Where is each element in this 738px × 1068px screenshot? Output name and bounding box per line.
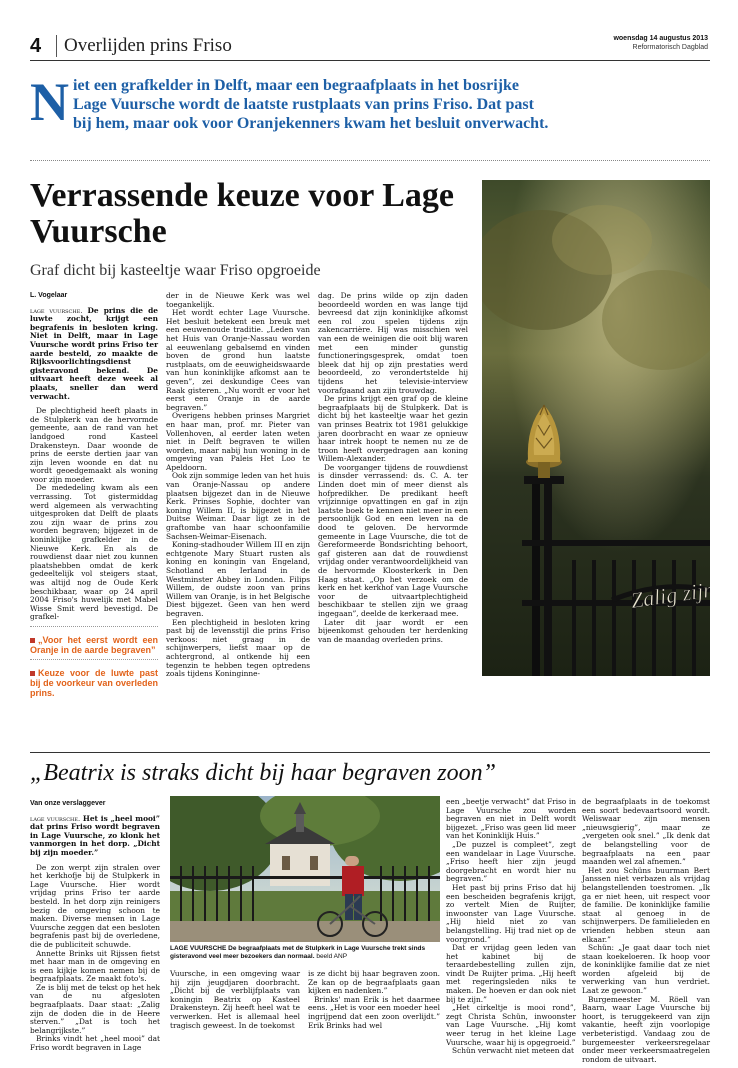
article2-column-4 [446, 798, 576, 1060]
article1-column-3 [318, 292, 468, 732]
paragraph: Brinks vindt het „heel mooi” dat Friso wordt begraven in Lage [30, 1034, 160, 1053]
lead-text: De prins die de luwte zocht, krijgt een begrafenis in besloten kring. Niet in Delft, maar in Lage Vuursche wordt prins Friso ter aarde besteld, zo maakte de Rijksvoorlichtingsdienst gisteravond bekend. De uitvaart heeft deze week al plaats, sneller dan werd verwacht. [30, 305, 158, 401]
lead-paragraph [30, 307, 158, 402]
lead-paragraph [30, 815, 160, 858]
paragraph: Koning-stadhouder Willem III en zijn echtgenote Mary Stuart rusten als koning en koningin van Engeland, Schotland en Ierland in de Westminster Abbey in Londen. Filips Willem, de oudste zoon van prins Willem van Oranje, is in het Belgische Diest bijgezet. Geen van hen werd begraven. [166, 540, 310, 618]
bullet-square [30, 638, 35, 643]
paragraph: Dat er vrijdag geen leden van het kabinet bij de teraardebestelling zullen zijn, vindt De Ruijter prima. „Hij heeft met regeringsleden niks te maken. De hoeven er dan ook niet bij te zijn.” [446, 943, 576, 1004]
sub-headline: Graf dicht bij kasteeltje waar Friso opgroeide [30, 262, 321, 279]
paragraph: De prins krijgt een graf op de kleine begraafplaats bij de Stulpkerk. Dat is dicht bij het kasteeltje waar het gezin van prinses Beatrix tot 1981 gelukkige jaren doorbracht en waar ze opnieuw haar intrek hoopt te nemen nu ze de troon heeft overgedragen aan koning Willem-Alexander. [318, 394, 468, 464]
paragraph: een „beetje verwacht” dat Friso in Lage Vuursche zou worden begraven en niet in Delft wordt bijgezet. „Friso was geen lid meer van het Koninklijk Huis.” [446, 797, 576, 841]
photo-caption [170, 945, 440, 961]
article1-column-1 [30, 292, 158, 732]
cemetery-gate-photo [482, 180, 710, 676]
caption-text: De begraafplaats met de Stulpkerk in Lage Vuursche trekt sinds gisteravond veel meer bezoekers dan normaal. [170, 945, 426, 960]
pull-quote [30, 668, 158, 698]
issue-date: woensdag 14 augustus 2013 [613, 35, 708, 42]
intro-divider [30, 160, 710, 161]
paragraph: is ze dicht bij haar begraven zoon. Ze kan op de begraafplaats gaan kijken en nadenken.” [308, 969, 440, 996]
article1-column-2 [166, 292, 310, 732]
byline: L. Vogelaar [30, 292, 68, 299]
paragraph: Later dit jaar wordt er een bijeenkomst gehouden ter herdenking van de maandag overleden prins. [318, 617, 468, 644]
gate-photo-svg [482, 180, 710, 676]
pull-divider [30, 659, 158, 660]
paragraph: Vuursche, in een omgeving waar hij zijn jeugdjaren doorbracht. „Dicht bij de verblijfplaats van koningin Beatrix op Kasteel Drakensteyn. Zij heeft heel wat te verwerken. Het is allemaal heel tragisch geweest. In de toekomst [170, 969, 300, 1030]
lead-text: Het is „heel mooi” dat prins Friso wordt begraven in Lage Vuursche, zo klonk het vanmorgen in het dorp. „Dicht bij zijn moeder.” [30, 813, 160, 857]
gate-inscription: Zalig zijn [629, 576, 710, 613]
article2-column-1 [30, 800, 160, 1060]
paragraph: Schün verwacht niet meteen dat [452, 1046, 574, 1056]
paragraph: Annette Brinks uit Rijssen fietst met haar man in de omgeving en is een kijkje komen nemen bij de begraafplaats. Ze maakt foto's. [30, 948, 160, 984]
main-headline: Verrassende keuze voor Lage Vuursche [30, 177, 455, 250]
paragraph: Het wordt echter Lage Vuursche. Het besluit betekent een breuk met een eeuwenoude traditie. „Leden van het Huis van Oranje-Nassau worden al eeuwenlang gebalsemd en vinden boven de grond hun laatste rustplaats, om de eeuwigheidswaarde van hun koninklijke afkomst aan te geven”, zei deskundige Cees van Raak gisteren. „Nu wordt er voor het eerst een Oranje in de aarde begraven.” [166, 308, 310, 412]
byline: Van onze verslaggever [30, 800, 106, 807]
paragraph: Schün: „Je gaat daar toch niet staan koekeloeren. Ik hoop voor de koninklijke familie dat ze niet worden afgeleid bij de verwerking van hun verdriet. Laat ze gewoon.” [582, 943, 710, 996]
dateline: lage vuursche. [30, 814, 81, 823]
section-title: Overlijden prins Friso [64, 35, 232, 56]
pull-quote-text: Keuze voor de luwte past bij de voorkeur van overleden prins. [30, 667, 158, 698]
paragraph: der in de Nieuwe Kerk was wel toegankelijk. [166, 291, 310, 309]
paragraph: Burgemeester M. Röell van Baarn, waar Lage Vuursche bij hoort, is teruggekeerd van zijn vakantie, heeft zijn voorlopige verbeteristigd. Vandaag zou de burgemeester verkeersregelaar onder meer verkeersmaatregelen rondom de uitvaart. [582, 994, 710, 1064]
header-divider [56, 35, 57, 57]
paragraph: Overigens hebben prinses Margriet en haar man, prof. mr. Pieter van Vollenhoven, al eerder laten weten niet in Delft begraven te willen worden, maar nabij hun woning in de omgeving van Paleis Het Loo te Apeldoorn. [166, 411, 310, 472]
paragraph: Het past bij prins Friso dat hij een bescheiden begrafenis krijgt, zo vertelt Mien de Ruijter, inwoonster van Lage Vuursche. „Hij hield niet zo van belangstelling. Hij trad niet op de voorgrond.” [446, 882, 576, 944]
paragraph: De voorganger tijdens de rouwdienst is dinsder verrassend: ds. C. A. ter Linden doet min of meer dienst als hofpredikher. De predikant heeft vrijzinnige opvattingen en gaf in zijn laatste boek te kennen niet meer in een persoonlijk God en een leven na de dood te geloven. De hervormde gemeente in Lage Vuursche, die tot de Gereformeerde Bondsrichting behoort, gaf gisteren aan dat de rouwdienst vrijdag onder verantwoordelijkheid van de hervormde Kloosterkerk in Den Haag staat. „Op het verzoek om de kerk en het kerkhof van Lage Vuursche voor de uitvaartplechtigheid beschikbaar te stellen zijn we graag ingegaan”, deelde de kerkeraad mee. [318, 462, 468, 618]
paragraph: Brinks' man Erik is het daarmee eens. „Het is voor een moeder heel ingrijpend dat een zoon overlijdt.” Erik Brinks had wel [308, 994, 440, 1030]
paragraph: „De puzzel is compleet”, zegt een wandelaar in Lage Vuursche. „Friso heeft hier zijn jeugd doorgebracht en wordt hier nu begraven.” [446, 839, 576, 884]
dateline: lage vuursche. [30, 306, 83, 315]
dropcap: N [30, 72, 69, 132]
paragraph: Ze is blij met de tekst op het hek van de nu afgesloten begraafplaats. Daar staat: „Zalig zijn de doden die in de Heere sterven.” „Dat is toch het belangrijkste.” [30, 982, 160, 1035]
paragraph: Ook zijn sommige leden van het huis van Oranje-Nassau op andere plaatsen bijgezet dan in de Nieuwe Kerk. Prinses Sophie, dochter van koning Willem II, is bijgezet in het Duitse Weimar. Daar ligt ze in de graftombe van haar schoonfamilie Sachsen-Weimar-Eisenach. [166, 471, 310, 541]
caption-place: LAGE VUURSCHE [170, 945, 227, 952]
article2-column-2 [170, 970, 300, 1060]
photo-credit: beeld ANP [316, 953, 348, 960]
paragraph: de begraafplaats in de toekomst een soort bedevaartsoord wordt. Weliswaar zijn mensen „nieuwsgierig”, maar ze „vergeten ook snel.” „Ik denk dat de belangstelling voor de begraafplaats na een paar maanden wel zal afnemen.” [582, 797, 710, 867]
paragraph: De mededeling kwam als een verrassing. Tot gistermiddag werd algemeen als verwachting uitgesproken dat Delft de plaats zou zijn waar de prins zou worden begraven; bijgezet in de koninklijke grafkelder in de Nieuwe Kerk. En als de rouwdienst daar niet zou kunnen plaatshebben omdat de kerk gedeeltelijk vol steigers staat, was altijd nog de Oude Kerk beschikbaar, waar op 24 april 2004 Friso's huwelijk met Mabel Wisse Smit werd bevestigd. De grafkel- [30, 483, 158, 622]
article2-headline: „Beatrix is straks dicht bij haar begraven zoon” [30, 760, 496, 786]
intro-text: iet een grafkelder in Delft, maar een begraafplaats in het bosrijke Lage Vuursche wordt de laatste rustplaats van prins Friso. Dat past bij hem, maar ook voor Oranjekenners kwam het besluit onverwacht. [73, 77, 549, 132]
intro-paragraph [30, 72, 550, 133]
article2-column-3 [308, 970, 440, 1060]
newspaper-name: Reformatorisch Dagblad [632, 44, 708, 51]
paragraph: „Het cirkeltje is mooi rond”, zegt Christa Schün, inwoonster van Lage Vuursche. „Hij komt weer terug in het kleine Lage Vuursche, waar hij is opgegroeid.” [446, 1003, 576, 1047]
cemetery-cyclist-photo [170, 796, 440, 942]
article2-column-5 [582, 797, 710, 1064]
paragraph: dag. De prins wilde op zijn daden beoordeeld worden en was lange tijd bevreesd dat zijn koninklijke afkomst een rol zou spelen tijdens zijn zakencarrière. Hij was misschien wel van een de weinigen die ooit blij waren met een minder gunstig functioneringsgesprek, omdat toen bleek dat hij op zijn prestaties werd beoordeeld, zo verondertstelde hij tijdens het televisie-interview voorafgaand aan zijn trouwdag. [318, 291, 468, 395]
paragraph: Het zou Schüns buurman Bert Janssen niet verbazen als vrijdag belangstellenden toestromen. „Ik ga er niet heen, uit respect voor de familie. De koninklijke familie staat al genoeg in de schijnwerpers. De familieleden en vrienden hebben steun aan elkaar.” [582, 865, 710, 944]
paragraph: Een plechtigheid in besloten kring past bij de levensstijl die prins Friso verkoos: niet graag in de schijnwerpers, liefst maar op de achtergrond, al ontkende hij een tegenzin te hebben tegen optredens zoals tijdens Koninginne- [166, 617, 310, 679]
pull-quote-text: „Voor het eerst wordt een Oranje in de aarde begraven” [30, 634, 158, 655]
section-rule [30, 752, 710, 753]
paragraph: De plechtigheid heeft plaats in de Stulpkerk van de hervormde gemeente, aan de rand van het landgoed rond Kasteel Drakensteyn. Daar woonde de prins de eerste dertien jaar van zijn leven woonde en dat nu wordt geoedgemaakt als woning voor zijn moeder. [30, 406, 158, 484]
pull-divider [30, 626, 158, 627]
pull-quote [30, 635, 158, 655]
bullet-square [30, 671, 35, 676]
header-rule [30, 60, 710, 61]
cyclist-photo-svg [170, 796, 440, 942]
paragraph: De zon werpt zijn stralen over het kerkhofje bij de Stulpkerk in Lage Vuursche. Hier wordt vrijdag prins Friso ter aarde besteld. In het dorp zijn reinigers bezig de omgeving schoon te maken. Diverse mensen in Lage Vuursche zeggen dat een besloten begrafenis past bij de overledene, die de publiciteit schuwde. [30, 862, 160, 949]
page-number: 4 [30, 35, 42, 57]
